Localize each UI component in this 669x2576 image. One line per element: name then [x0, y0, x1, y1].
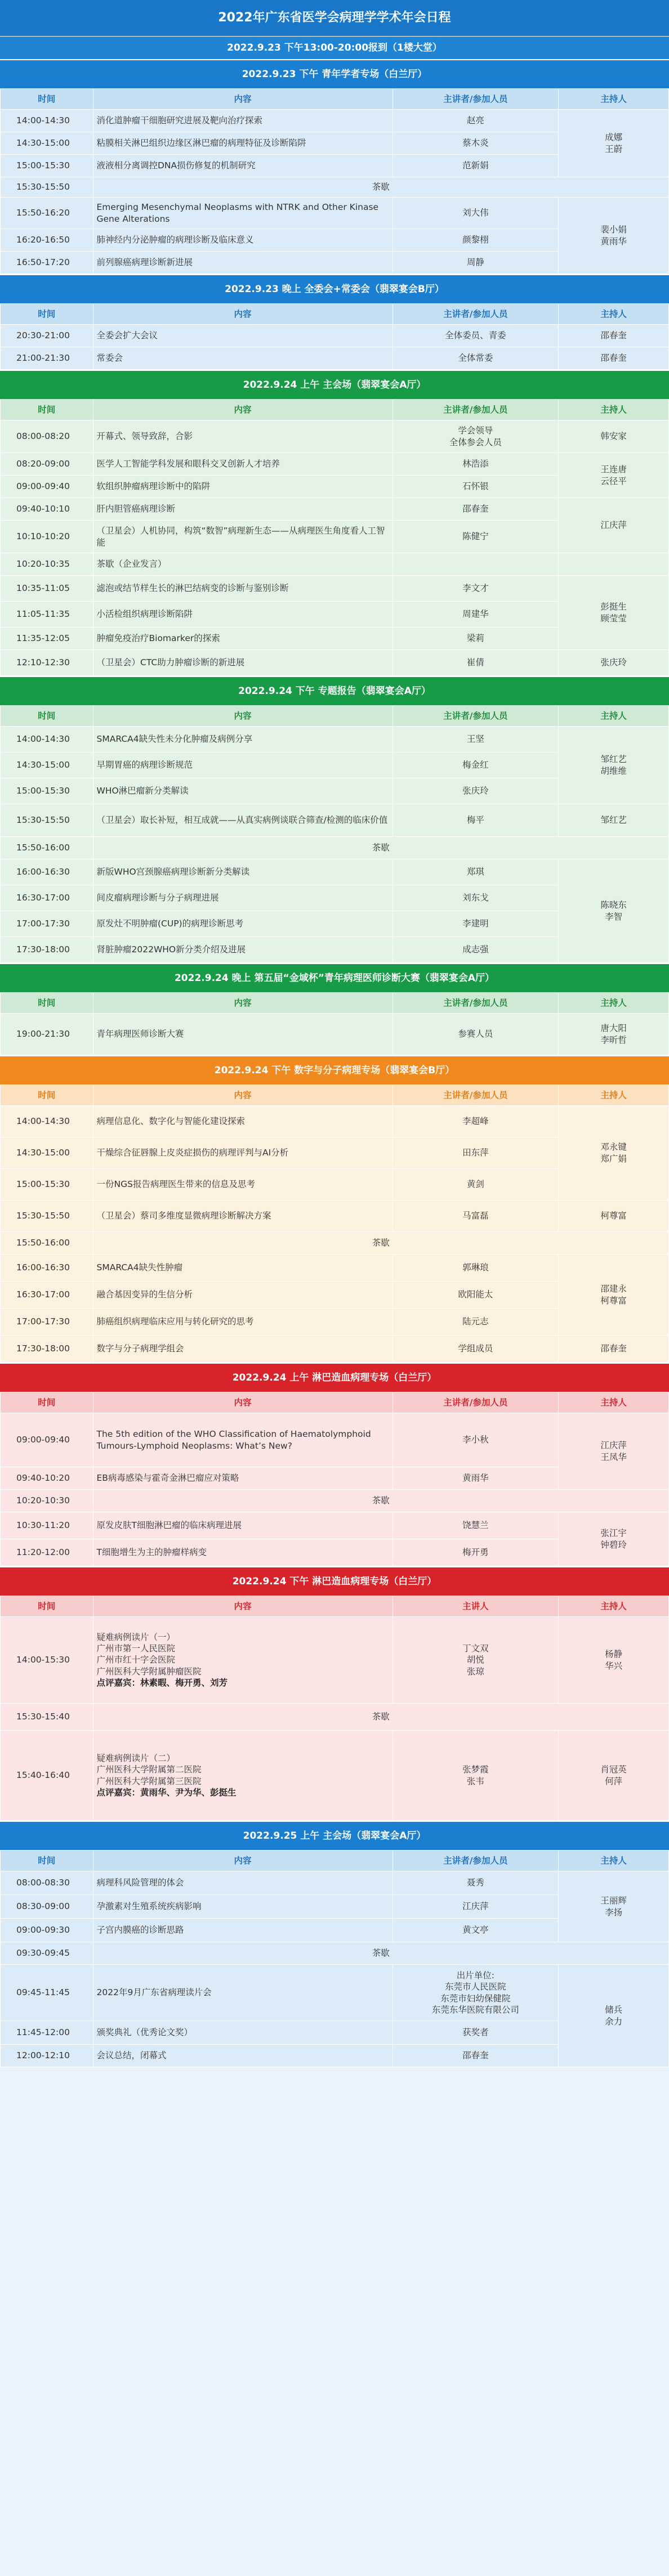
row-content: 液液相分离调控DNA损伤修复的机制研究 — [93, 155, 393, 177]
table-row — [1, 177, 669, 198]
row-content: 开幕式、领导致辞，合影 — [93, 420, 393, 453]
table-row — [1, 576, 669, 602]
row-content: 软组织肿瘤病理诊断中的陷阱 — [93, 476, 393, 498]
row-speaker — [393, 553, 559, 576]
row-host: 彭挺生 顾莹莹 — [559, 576, 669, 650]
row-speaker: 丁文双 胡悦 张琼 — [393, 1617, 559, 1704]
section-header: 2022.9.24 晚上 第五届“金域杯”青年病理医师诊断大赛（翡翠宴会A厅） — [0, 963, 669, 992]
row-content: 颁奖典礼（优秀论文奖） — [93, 2021, 393, 2045]
row-time: 17:00-17:30 — [1, 911, 93, 937]
row-time: 16:00-16:30 — [1, 859, 93, 885]
row-speaker: 王坚 — [393, 727, 559, 752]
row-speaker: 范新娟 — [393, 155, 559, 177]
row-content: SMARCA4缺失性未分化肿瘤及病例分享 — [93, 727, 393, 752]
row-speaker: 马富磊 — [393, 1200, 559, 1232]
section-header: 2022.9.24 下午 淋巴造血病理专场（白兰厅） — [0, 1566, 669, 1596]
row-speaker: 林浩添 — [393, 453, 559, 476]
table-header-row — [1, 993, 669, 1014]
table-row — [1, 420, 669, 453]
row-time: 11:20-12:00 — [1, 1539, 93, 1566]
row-content: 病理信息化、数字化与智能化建设探索 — [93, 1106, 393, 1137]
tea-break: 茶歇 — [93, 177, 669, 198]
row-content: 一份NGS报告病理医生带来的信息及思考 — [93, 1169, 393, 1200]
tea-break: 茶歇 — [93, 1942, 669, 1965]
row-content: 孕激素对生殖系统疾病影响 — [93, 1895, 393, 1919]
row-speaker: 黄剑 — [393, 1169, 559, 1200]
row-content: 会议总结，闭幕式 — [93, 2045, 393, 2067]
schedule-table — [0, 88, 669, 274]
row-time: 16:50-17:20 — [1, 252, 93, 274]
row-content: （卫星会）人机协同，构筑“数智”病理新生态——从病理医生角度看人工智能 — [93, 521, 393, 553]
table-row — [1, 1336, 669, 1363]
row-host: 邹红艺 胡维维 — [559, 727, 669, 804]
row-speaker: 周静 — [393, 252, 559, 274]
header-host: 主持人 — [559, 304, 669, 325]
row-time: 14:30-15:00 — [1, 752, 93, 778]
row-content: 肺癌组织病理临床应用与转化研究的思考 — [93, 1309, 393, 1336]
row-content: 早期胃癌的病理诊断规范 — [93, 752, 393, 778]
header-content: 内容 — [93, 1392, 393, 1413]
row-time: 15:40-16:40 — [1, 1731, 93, 1821]
row-host: 邓永键 郑广娟 — [559, 1106, 669, 1200]
row-speaker: 成志强 — [393, 937, 559, 963]
table-row — [1, 1731, 669, 1821]
header-content: 内容 — [93, 400, 393, 420]
row-speaker: 黄文亭 — [393, 1919, 559, 1942]
table-header-row — [1, 1851, 669, 1871]
checkin-bar: 2022.9.23 下午13:00-20:00报到（1楼大堂） — [0, 36, 669, 59]
row-speaker: 张庆玲 — [393, 778, 559, 804]
row-time: 11:35-12:05 — [1, 628, 93, 650]
header-speaker: 主讲者/参加人员 — [393, 400, 559, 420]
row-time: 16:30-17:00 — [1, 885, 93, 911]
row-content: EB病毒感染与霍奇金淋巴瘤应对策略 — [93, 1467, 393, 1490]
row-time: 17:00-17:30 — [1, 1309, 93, 1336]
table-row — [1, 1200, 669, 1232]
row-speaker: 全体委员、青委 — [393, 325, 559, 347]
header-host: 主持人 — [559, 706, 669, 727]
reviewer-comment: 点评嘉宾：林素暇、梅开勇、刘芳 — [96, 1677, 228, 1688]
header-host: 主持人 — [559, 89, 669, 110]
page-title: 2022年广东省医学会病理学学术年会日程 — [0, 0, 669, 36]
row-speaker: 李文才 — [393, 576, 559, 602]
row-host: 陈晓东 李智 — [559, 859, 669, 963]
row-speaker: 邵春奎 — [393, 498, 559, 521]
header-content: 内容 — [93, 1851, 393, 1871]
header-content: 内容 — [93, 706, 393, 727]
row-speaker: 聂秀 — [393, 1871, 559, 1895]
row-host: 邵春奎 — [559, 1336, 669, 1363]
row-host: 杨静 华兴 — [559, 1617, 669, 1704]
row-speaker: 周建华 — [393, 602, 559, 628]
row-host: 邹红艺 — [559, 804, 669, 837]
header-speaker: 主讲者/参加人员 — [393, 304, 559, 325]
header-content: 内容 — [93, 304, 393, 325]
row-content: SMARCA4缺失性肿瘤 — [93, 1255, 393, 1282]
row-time: 15:30-15:40 — [1, 1704, 93, 1731]
tea-break: 茶歇 — [93, 1704, 669, 1731]
row-time: 10:20-10:30 — [1, 1490, 93, 1512]
table-row — [1, 727, 669, 752]
row-time: 14:00-15:30 — [1, 1617, 93, 1704]
row-time: 21:00-21:30 — [1, 347, 93, 370]
table-header-row — [1, 1596, 669, 1617]
header-speaker: 主讲者/参加人员 — [393, 993, 559, 1014]
header-time: 时间 — [1, 1085, 93, 1106]
row-speaker: 参赛人员 — [393, 1014, 559, 1055]
table-row — [1, 1617, 669, 1704]
row-content: 消化道肿瘤干细胞研究进展及靶向治疗探索 — [93, 110, 393, 132]
row-time: 08:20-09:00 — [1, 453, 93, 476]
row-content: 数字与分子病理学组会 — [93, 1336, 393, 1363]
row-time: 15:50-16:00 — [1, 837, 93, 859]
row-time: 08:30-09:00 — [1, 1895, 93, 1919]
section-header: 2022.9.24 上午 淋巴造血病理专场（白兰厅） — [0, 1363, 669, 1392]
row-speaker: 学组成员 — [393, 1336, 559, 1363]
row-time: 09:00-09:40 — [1, 1413, 93, 1467]
section-header: 2022.9.24 下午 专题报告（翡翠宴会A厅） — [0, 676, 669, 705]
row-time: 10:10-10:20 — [1, 521, 93, 553]
row-content: 前列腺癌病理诊断新进展 — [93, 252, 393, 274]
table-row — [1, 453, 669, 476]
row-time: 19:00-21:30 — [1, 1014, 93, 1055]
table-row — [1, 1106, 669, 1137]
row-speaker: 梅开勇 — [393, 1539, 559, 1566]
row-host: 邵建永 柯尊富 — [559, 1255, 669, 1336]
table-row — [1, 498, 669, 521]
schedule-table — [0, 1850, 669, 2067]
row-time: 14:00-14:30 — [1, 110, 93, 132]
header-content: 内容 — [93, 1085, 393, 1106]
row-content: 干燥综合征唇腺上皮炎症损伤的病理评判与AI分析 — [93, 1137, 393, 1169]
section-header: 2022.9.23 下午 青年学者专场（白兰厅） — [0, 59, 669, 88]
row-content: 子宫内膜癌的诊断思路 — [93, 1919, 393, 1942]
row-time: 16:20-16:50 — [1, 229, 93, 252]
row-time: 15:50-16:00 — [1, 1232, 93, 1255]
row-time: 15:50-16:20 — [1, 198, 93, 229]
header-host: 主持人 — [559, 1851, 669, 1871]
schedule-table — [0, 399, 669, 676]
row-host: 韩安家 — [559, 420, 669, 453]
row-speaker: 全体常委 — [393, 347, 559, 370]
row-time: 09:00-09:30 — [1, 1919, 93, 1942]
row-time: 09:40-10:10 — [1, 498, 93, 521]
row-speaker: 田东萍 — [393, 1137, 559, 1169]
row-time: 09:30-09:45 — [1, 1942, 93, 1965]
row-host: 柯尊富 — [559, 1200, 669, 1232]
row-time: 08:00-08:30 — [1, 1871, 93, 1895]
table-row — [1, 837, 669, 859]
row-time: 16:00-16:30 — [1, 1255, 93, 1282]
row-host: 王连唐 云径平 — [559, 453, 669, 498]
table-row — [1, 1704, 669, 1731]
row-content: 原发灶不明肿瘤(CUP)的病理诊断思考 — [93, 911, 393, 937]
row-speaker: 石怀银 — [393, 476, 559, 498]
row-host: 张江宇 钟碧玲 — [559, 1512, 669, 1566]
table-header-row — [1, 89, 669, 110]
row-speaker: 邵春奎 — [393, 2045, 559, 2067]
header-time: 时间 — [1, 993, 93, 1014]
header-speaker: 主讲者/参加人员 — [393, 1851, 559, 1871]
tea-break: 茶歇 — [93, 837, 669, 859]
row-content: 疑难病例读片（二） 广州医科大学附属第二医院 广州医科大学附属第三医院 点评嘉宾：黄雨华、尹为华、彭挺生 — [93, 1731, 393, 1821]
header-host: 主持人 — [559, 400, 669, 420]
table-row — [1, 650, 669, 676]
row-time: 15:00-15:30 — [1, 778, 93, 804]
table-header-row — [1, 706, 669, 727]
section-header: 2022.9.23 晚上 全委会+常委会（翡翠宴会B厅） — [0, 274, 669, 303]
reviewer-comment: 点评嘉宾：黄雨华、尹为华、彭挺生 — [96, 1787, 237, 1798]
row-content: 全委会扩大会议 — [93, 325, 393, 347]
row-time: 09:45-11:45 — [1, 1965, 93, 2021]
table-row — [1, 198, 669, 229]
header-speaker: 主讲者/参加人员 — [393, 1085, 559, 1106]
row-speaker: 欧阳能太 — [393, 1282, 559, 1309]
row-speaker: 李小秋 — [393, 1413, 559, 1467]
row-time: 14:30-15:00 — [1, 1137, 93, 1169]
row-speaker: 梅金红 — [393, 752, 559, 778]
row-host: 肖冠英 何萍 — [559, 1731, 669, 1821]
table-header-row — [1, 1085, 669, 1106]
row-time: 11:05-11:35 — [1, 602, 93, 628]
header-time: 时间 — [1, 304, 93, 325]
row-content: 粘膜相关淋巴组织边缘区淋巴瘤的病理特征及诊断陷阱 — [93, 132, 393, 155]
row-content: 原发皮肤T细胞淋巴瘤的临床病理进展 — [93, 1512, 393, 1539]
header-time: 时间 — [1, 1596, 93, 1617]
row-time: 09:40-10:20 — [1, 1467, 93, 1490]
row-speaker: 郑琪 — [393, 859, 559, 885]
row-content: 2022年9月广东省病理读片会 — [93, 1965, 393, 2021]
table-row — [1, 1490, 669, 1512]
row-speaker: 蔡木炎 — [393, 132, 559, 155]
row-content: Emerging Mesenchymal Neoplasms with NTRK and Other Kinase Gene Alterations — [93, 198, 393, 229]
row-time: 15:00-15:30 — [1, 155, 93, 177]
row-content: 青年病理医师诊断大赛 — [93, 1014, 393, 1055]
tea-break: 茶歇 — [93, 1490, 669, 1512]
tea-break: 茶歇 — [93, 1232, 669, 1255]
table-row — [1, 347, 669, 370]
header-host: 主持人 — [559, 1085, 669, 1106]
schedule-table — [0, 992, 669, 1055]
schedule-table — [0, 705, 669, 963]
table-header-row — [1, 400, 669, 420]
header-time: 时间 — [1, 400, 93, 420]
table-row — [1, 804, 669, 837]
row-content: （卫星会）取长补短，相互成就——从真实病例谈联合筛查/检测的临床价值 — [93, 804, 393, 837]
row-time: 15:00-15:30 — [1, 1169, 93, 1200]
row-speaker: 刘大伟 — [393, 198, 559, 229]
row-host: 王丽辉 李扬 — [559, 1871, 669, 1942]
schedule-table — [0, 1392, 669, 1566]
row-speaker: 出片单位: 东莞市人民医院 东莞市妇幼保健院 东莞东华医院有限公司 — [393, 1965, 559, 2021]
row-content: 间皮瘤病理诊断与分子病理进展 — [93, 885, 393, 911]
table-row — [1, 1942, 669, 1965]
row-time: 15:30-15:50 — [1, 177, 93, 198]
header-time: 时间 — [1, 89, 93, 110]
row-content: WHO淋巴瘤新分类解读 — [93, 778, 393, 804]
schedule-sections — [0, 59, 669, 2067]
row-time: 17:30-18:00 — [1, 937, 93, 963]
table-row — [1, 1232, 669, 1255]
schedule-table — [0, 1596, 669, 1821]
row-speaker: 获奖者 — [393, 2021, 559, 2045]
row-time: 20:30-21:00 — [1, 325, 93, 347]
table-row — [1, 1014, 669, 1055]
row-content: 新版WHO宫颈腺癌病理诊断新分类解读 — [93, 859, 393, 885]
row-host: 邵春奎 — [559, 325, 669, 347]
table-row — [1, 110, 669, 132]
row-content: 小活检组织病理诊断陷阱 — [93, 602, 393, 628]
row-speaker: 陈健宁 — [393, 521, 559, 553]
table-row — [1, 1512, 669, 1539]
row-speaker: 颜黎栩 — [393, 229, 559, 252]
row-speaker: 黄雨华 — [393, 1467, 559, 1490]
row-time: 10:20-10:35 — [1, 553, 93, 576]
row-content: 肺神经内分泌肿瘤的病理诊断及临床意义 — [93, 229, 393, 252]
section-header: 2022.9.25 上午 主会场（翡翠宴会A厅） — [0, 1821, 669, 1850]
header-content: 内容 — [93, 89, 393, 110]
header-speaker: 主讲人 — [393, 1596, 559, 1617]
row-host: 成娜 王蔚 — [559, 110, 669, 177]
row-content: 疑难病例读片（一） 广州市第一人民医院 广州市红十字会医院 广州医科大学附属肿瘤医院 点评嘉宾：林素暇、梅开勇、刘芳 — [93, 1617, 393, 1704]
row-time: 15:30-15:50 — [1, 1200, 93, 1232]
row-host: 储兵 余力 — [559, 1965, 669, 2067]
row-content: 病理科风险管理的体会 — [93, 1871, 393, 1895]
table-row — [1, 1413, 669, 1467]
row-time: 14:00-14:30 — [1, 1106, 93, 1137]
header-content: 内容 — [93, 1596, 393, 1617]
row-speaker: 饶慧兰 — [393, 1512, 559, 1539]
row-content: 肾脏肿瘤2022WHO新分类介绍及进展 — [93, 937, 393, 963]
row-time: 14:30-15:00 — [1, 132, 93, 155]
row-speaker: 陆元志 — [393, 1309, 559, 1336]
row-content: 滤泡或结节样生长的淋巴结病变的诊断与鉴别诊断 — [93, 576, 393, 602]
row-content: 肝内胆管癌病理诊断 — [93, 498, 393, 521]
row-time: 08:00-08:20 — [1, 420, 93, 453]
row-content: 肿瘤免疫治疗Biomarker的探索 — [93, 628, 393, 650]
row-content: 医学人工智能学科发展和眼科交叉创新人才培养 — [93, 453, 393, 476]
row-host: 江庆萍 — [559, 498, 669, 553]
row-content: （卫星会）CTC助力肿瘤诊断的新进展 — [93, 650, 393, 676]
row-content: T细胞增生为主的肿瘤样病变 — [93, 1539, 393, 1566]
table-row — [1, 553, 669, 576]
row-time: 16:30-17:00 — [1, 1282, 93, 1309]
section-header: 2022.9.24 上午 主会场（翡翠宴会A厅） — [0, 370, 669, 399]
table-row — [1, 1871, 669, 1895]
row-speaker: 李建明 — [393, 911, 559, 937]
section-header: 2022.9.24 下午 数字与分子病理专场（翡翠宴会B厅） — [0, 1055, 669, 1085]
table-row — [1, 1965, 669, 2021]
row-time: 12:10-12:30 — [1, 650, 93, 676]
header-time: 时间 — [1, 1392, 93, 1413]
table-row — [1, 859, 669, 885]
header-host: 主持人 — [559, 1596, 669, 1617]
row-content: 融合基因变异的生信分析 — [93, 1282, 393, 1309]
row-time: 10:30-11:20 — [1, 1512, 93, 1539]
header-content: 内容 — [93, 993, 393, 1014]
row-content: 茶歇（企业发言） — [93, 553, 393, 576]
schedule-table — [0, 1085, 669, 1363]
row-host: 江庆萍 王凤华 — [559, 1413, 669, 1490]
row-time: 09:00-09:40 — [1, 476, 93, 498]
row-speaker: 江庆萍 — [393, 1895, 559, 1919]
header-speaker: 主讲者/参加人员 — [393, 89, 559, 110]
table-row — [1, 325, 669, 347]
row-time: 17:30-18:00 — [1, 1336, 93, 1363]
row-content: （卫星会）蔡司多维度显微病理诊断解决方案 — [93, 1200, 393, 1232]
table-row — [1, 1255, 669, 1282]
row-host — [559, 553, 669, 576]
row-host: 裴小娟 黄雨华 — [559, 198, 669, 274]
row-host: 张庆玲 — [559, 650, 669, 676]
header-speaker: 主讲者/参加人员 — [393, 1392, 559, 1413]
row-content: The 5th edition of the WHO Classification of Haematolymphoid Tumours-Lymphoid Neoplasms: What’s New? — [93, 1413, 393, 1467]
row-speaker: 学会领导 全体参会人员 — [393, 420, 559, 453]
row-speaker: 张梦霞 张韦 — [393, 1731, 559, 1821]
header-host: 主持人 — [559, 993, 669, 1014]
header-time: 时间 — [1, 706, 93, 727]
row-speaker: 刘东戈 — [393, 885, 559, 911]
row-speaker: 赵亮 — [393, 110, 559, 132]
row-time: 15:30-15:50 — [1, 804, 93, 837]
header-time: 时间 — [1, 1851, 93, 1871]
table-header-row — [1, 1392, 669, 1413]
header-host: 主持人 — [559, 1392, 669, 1413]
row-time: 11:45-12:00 — [1, 2021, 93, 2045]
row-content: 常委会 — [93, 347, 393, 370]
schedule-table — [0, 303, 669, 370]
row-time: 12:00-12:10 — [1, 2045, 93, 2067]
row-speaker: 郭琳琅 — [393, 1255, 559, 1282]
table-header-row — [1, 304, 669, 325]
row-time: 10:35-11:05 — [1, 576, 93, 602]
row-speaker: 李超峰 — [393, 1106, 559, 1137]
row-speaker: 崔倩 — [393, 650, 559, 676]
header-speaker: 主讲者/参加人员 — [393, 706, 559, 727]
row-speaker: 梅平 — [393, 804, 559, 837]
row-host: 唐大阳 李昕哲 — [559, 1014, 669, 1055]
row-time: 14:00-14:30 — [1, 727, 93, 752]
row-speaker: 梁莉 — [393, 628, 559, 650]
row-host: 邵春奎 — [559, 347, 669, 370]
